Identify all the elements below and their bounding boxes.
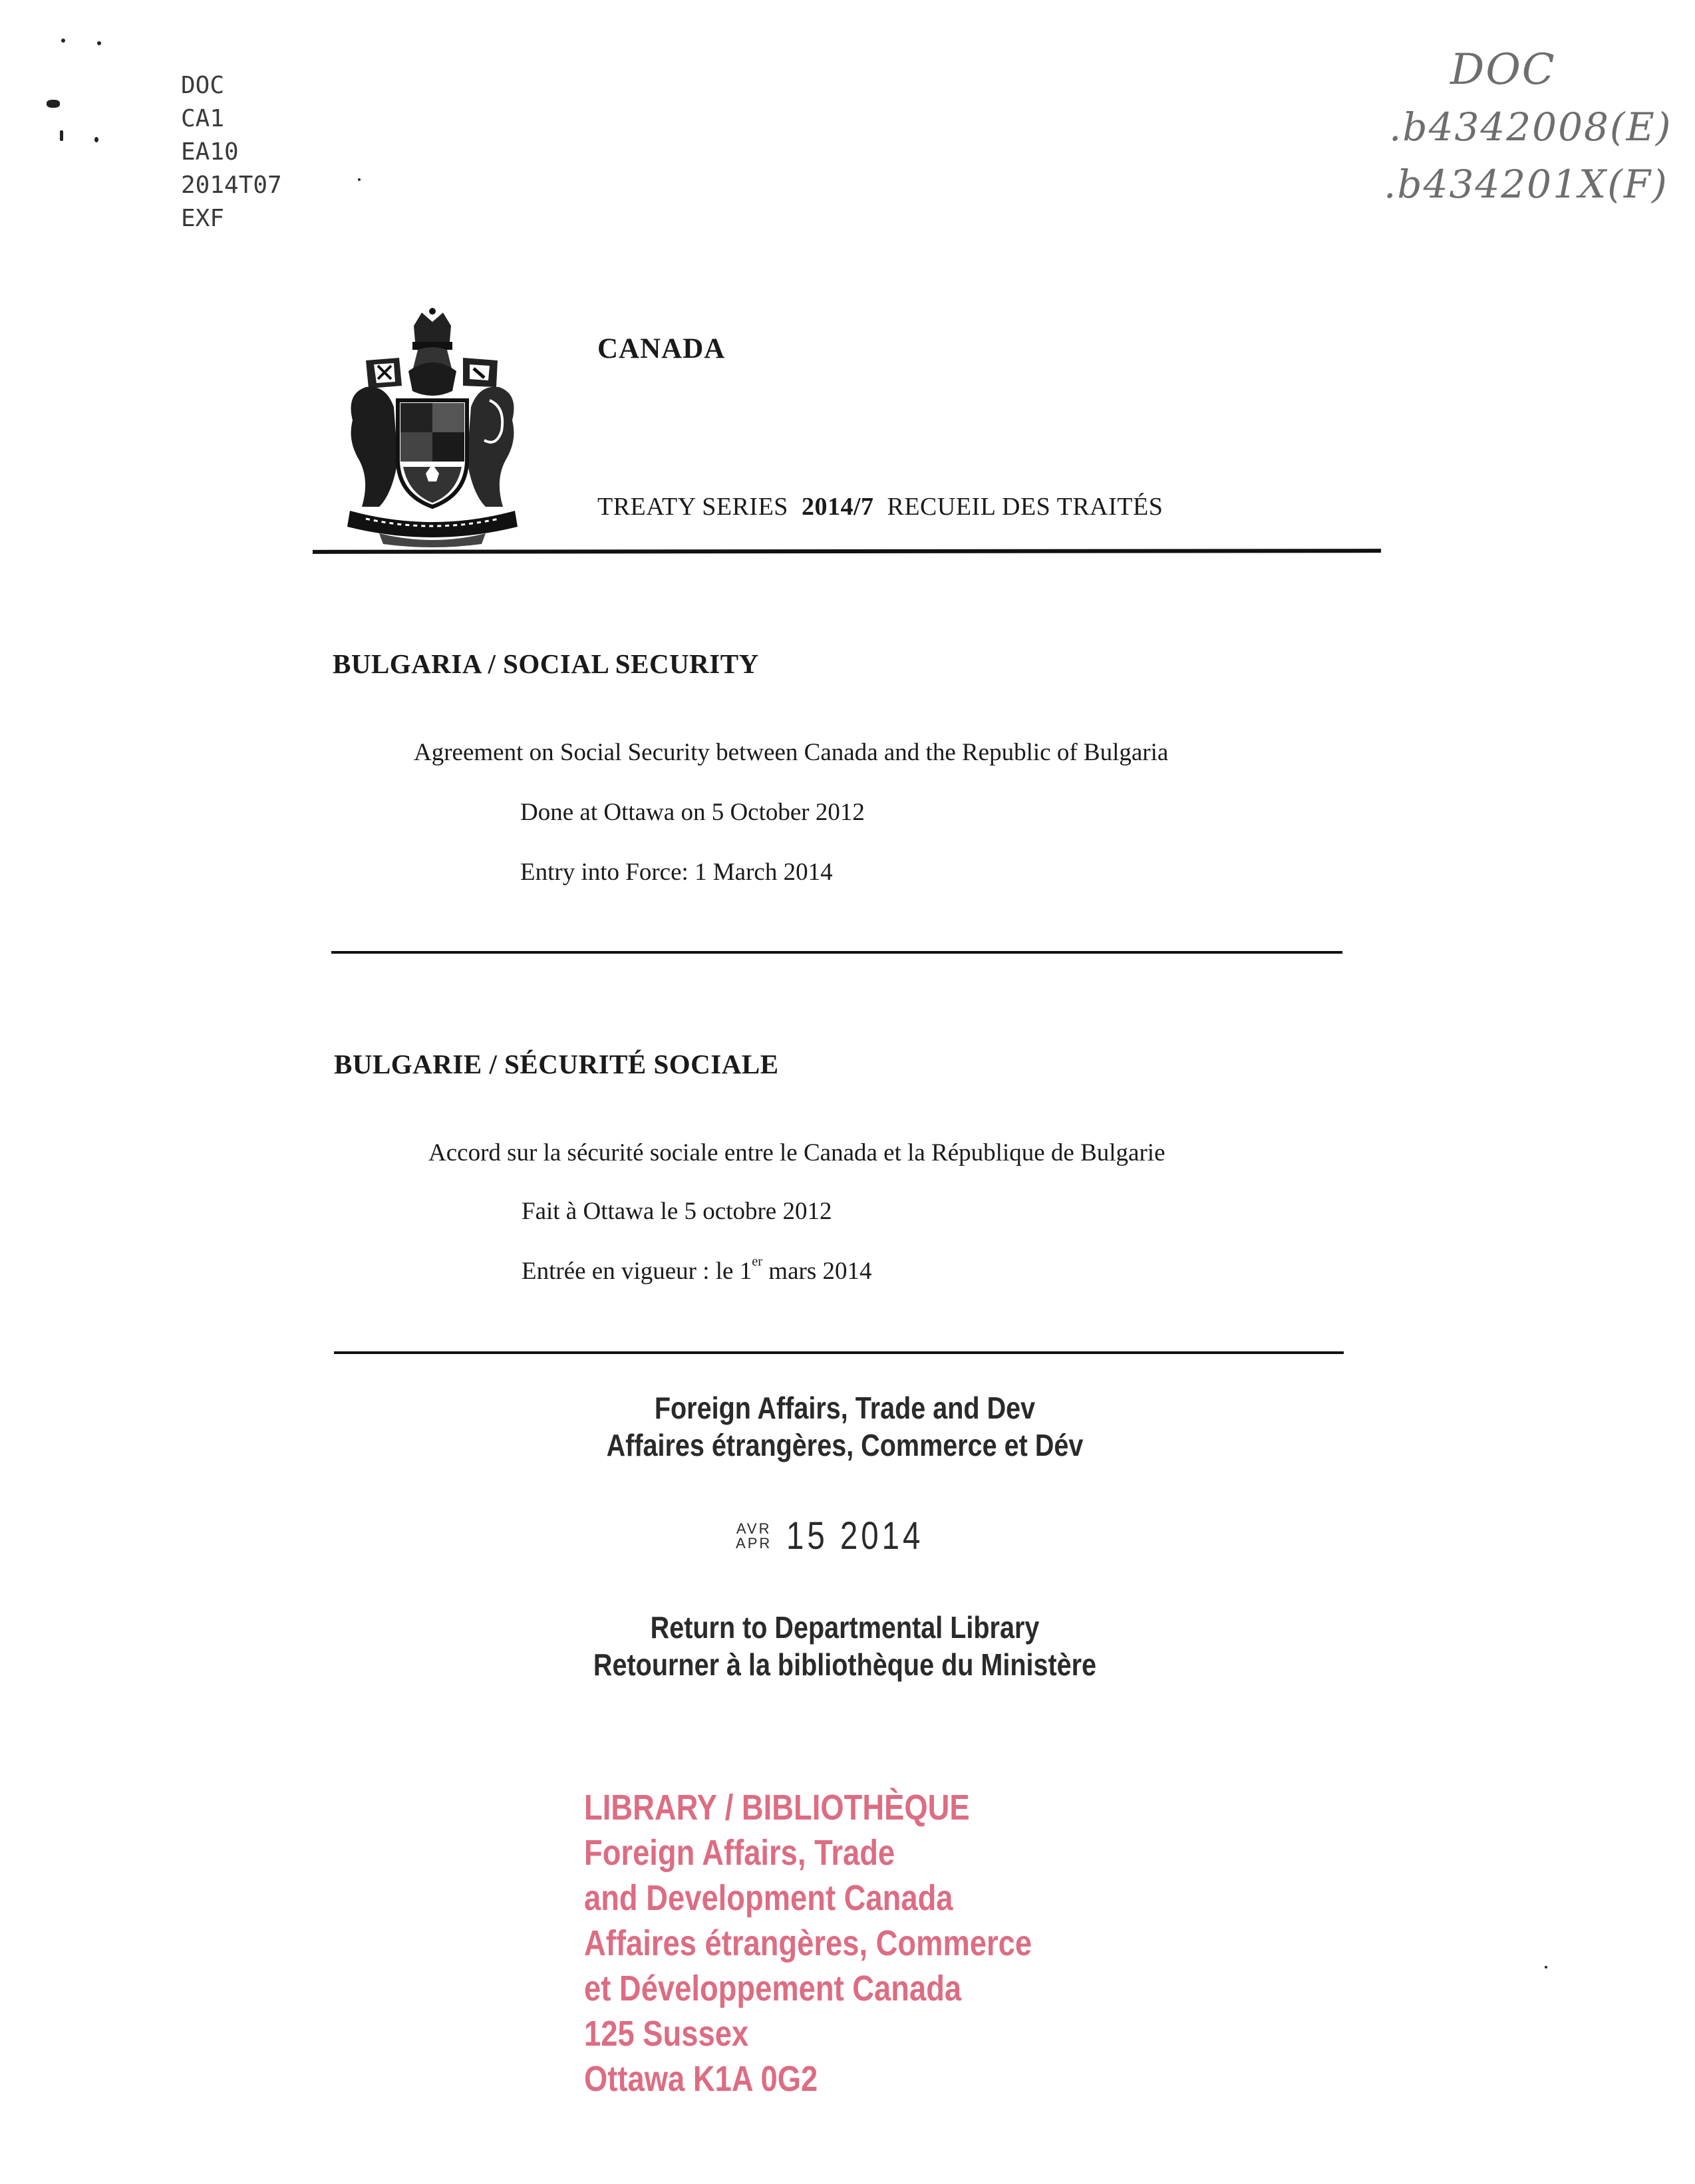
receipt-stamp-line: Foreign Affairs, Trade and Dev (654, 1391, 1036, 1425)
receipt-month-en: APR (736, 1534, 772, 1552)
handwritten-line: .b4342008(E) (1389, 104, 1672, 150)
scan-speck (1545, 1966, 1547, 1969)
english-done: Done at Ottawa on 5 October 2012 (520, 799, 865, 826)
call-number-line: DOC (181, 72, 225, 99)
section-rule (331, 951, 1342, 954)
french-entry-suffix: mars 2014 (762, 1258, 872, 1285)
scan-speck (47, 100, 60, 108)
country-title: CANADA (597, 333, 726, 364)
library-stamp-line: LIBRARY / BIBLIOTHÈQUE (584, 1788, 970, 1828)
library-stamp-line: 125 Sussex (584, 2014, 749, 2054)
coat-of-arms-icon (339, 307, 526, 548)
library-stamp-line: Ottawa K1A 0G2 (584, 2059, 818, 2099)
library-stamp-line: Affaires étrangères, Commerce (584, 1923, 1032, 1963)
section-rule (334, 1351, 1344, 1354)
library-stamp (584, 1785, 1032, 2102)
scan-speck (358, 178, 361, 181)
return-stamp-line: Return to Departmental Library (650, 1610, 1040, 1645)
french-title: Accord sur la sécurité sociale entre le Canada et la République de Bulgarie (428, 1139, 1165, 1166)
english-title: Agreement on Social Security between Canada and the Republic of Bulgaria (414, 739, 1169, 766)
handwritten-notes (1384, 41, 1672, 213)
treaty-series-line (597, 492, 1163, 521)
series-number: 2014/7 (801, 493, 874, 521)
call-number-line: 2014T07 (181, 172, 282, 199)
receipt-month-fr: AVR (736, 1520, 772, 1537)
french-entry-prefix: Entrée en vigueur : le 1 (522, 1258, 752, 1285)
scan-speck (60, 130, 63, 141)
handwritten-line: DOC (1450, 45, 1556, 94)
library-stamp-line: et Développement Canada (584, 1969, 962, 2008)
receipt-stamp-line: Affaires étrangères, Commerce et Dév (606, 1428, 1084, 1462)
english-entry: Entry into Force: 1 March 2014 (520, 859, 833, 886)
return-stamp-line: Retourner à la bibliothèque du Ministère (593, 1647, 1097, 1682)
french-entry-superscript: er (752, 1254, 763, 1269)
handwritten-line: .b434201X(F) (1384, 162, 1668, 207)
library-stamp-line: and Development Canada (584, 1878, 953, 1918)
call-number-line: EXF (181, 205, 225, 232)
call-number-line: CA1 (181, 105, 225, 132)
receipt-date (705, 1514, 985, 1558)
header-rule (313, 549, 1381, 554)
french-heading: BULGARIE / SÉCURITÉ SOCIALE (334, 1049, 779, 1079)
receipt-day-year: 15 2014 (786, 1514, 924, 1558)
call-number-line: EA10 (181, 138, 239, 166)
call-number (181, 69, 282, 235)
scan-speck (97, 41, 101, 45)
french-done: Fait à Ottawa le 5 octobre 2012 (522, 1198, 832, 1225)
scan-speck (61, 39, 65, 43)
french-entry (522, 1254, 872, 1286)
receipt-month (736, 1522, 772, 1551)
scan-speck (94, 137, 98, 142)
english-heading: BULGARIA / SOCIAL SECURITY (333, 648, 759, 679)
library-stamp-line: Foreign Affairs, Trade (584, 1833, 895, 1873)
series-label-en: TREATY SERIES (597, 493, 788, 521)
series-label-fr: RECUEIL DES TRAITÉS (887, 493, 1163, 521)
